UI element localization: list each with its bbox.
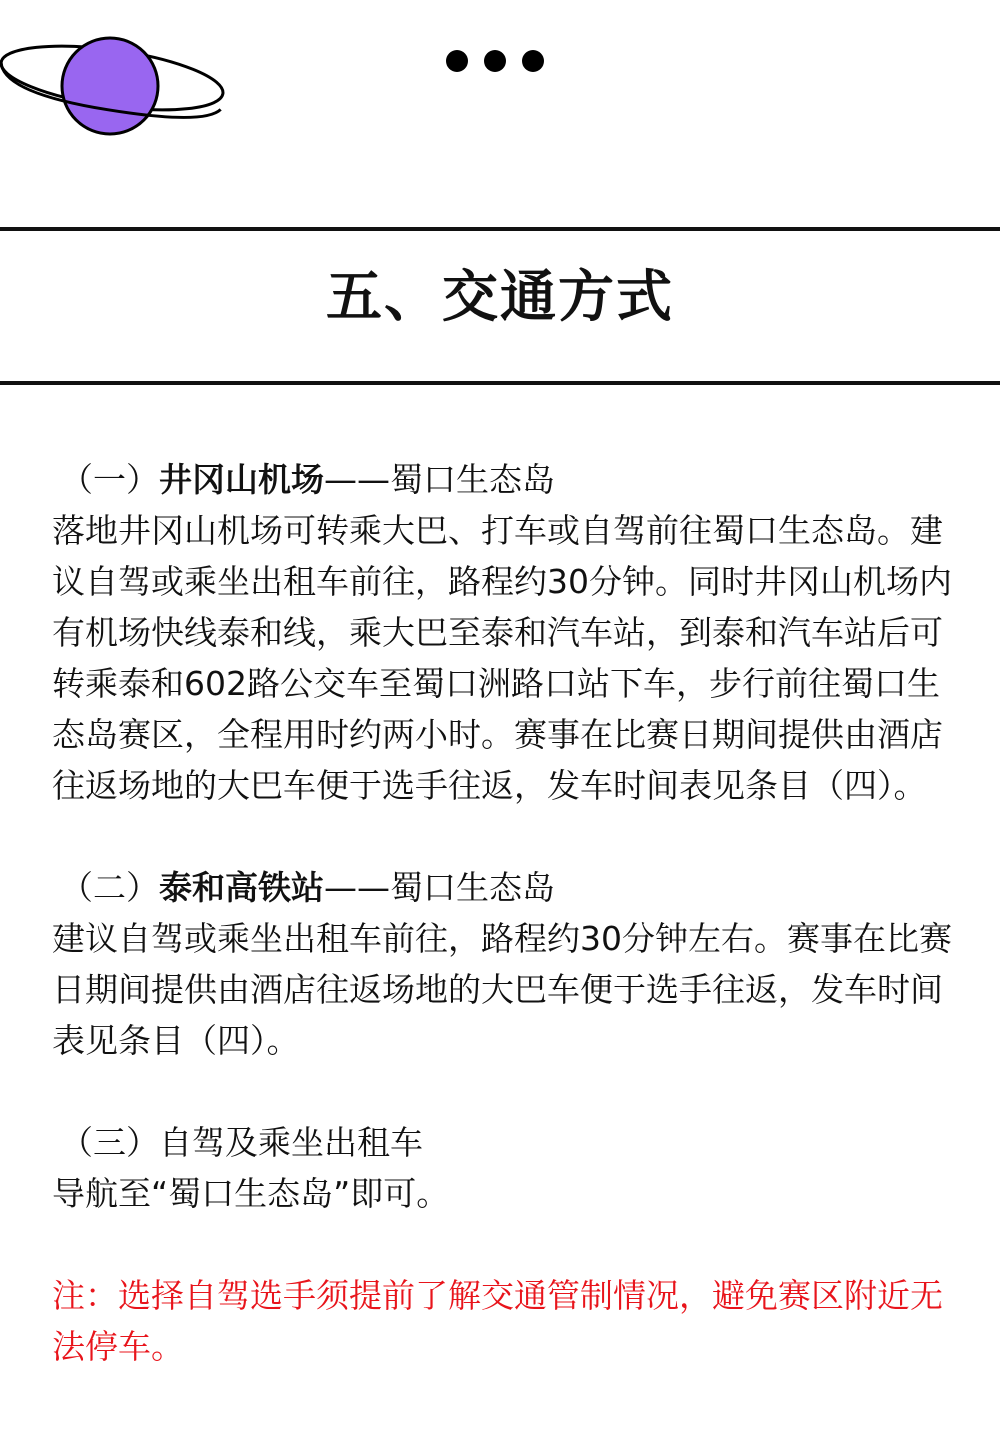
section-body: 建议自驾或乘坐出租车前往，路程约30分钟左右。赛事在比赛日期间提供由酒店往返场地的大巴车便于选手往返，发车时间表见条目（四）。 — [52, 919, 952, 1060]
section-body: 导航至“蜀口生态岛”即可。 — [52, 1174, 450, 1213]
planet-body — [62, 38, 158, 134]
section-destination: 蜀口生态岛 — [390, 868, 555, 907]
dot — [446, 50, 468, 72]
section-destination: 蜀口生态岛 — [390, 460, 555, 499]
section-number: （三） — [60, 1123, 159, 1162]
title-top-rule — [0, 227, 1000, 231]
section-number: （一） — [60, 460, 159, 499]
title-bottom-rule — [0, 381, 1000, 385]
section-body: 落地井冈山机场可转乘大巴、打车或自驾前往蜀口生态岛。建议自驾或乘坐出租车前往，路程约30分钟。同时井冈山机场内有机场快线泰和线，乘大巴至泰和汽车站，到泰和汽车站后可转乘泰和602路公交车至蜀口洲路口站下车，步行前往蜀口生态岛赛区，全程用时约两小时。赛事在比赛日期间提供由酒店往返场地的大巴车便于选手往返，发车时间表见条目（四）。 — [52, 511, 952, 805]
planet-decoration — [0, 20, 240, 150]
section-rail-station — [52, 862, 962, 1066]
section-heading — [52, 454, 962, 505]
section-airport — [52, 454, 962, 811]
section-heading — [52, 862, 962, 913]
dot — [484, 50, 506, 72]
section-origin: 泰和高铁站 — [159, 868, 324, 907]
more-dots-icon — [446, 50, 544, 72]
section-self-drive — [52, 1117, 962, 1219]
content — [52, 454, 962, 1372]
section-dash: —— — [324, 460, 390, 499]
section-heading — [52, 1117, 962, 1168]
note-warning: 注：选择自驾选手须提前了解交通管制情况，避免赛区附近无法停车。 — [52, 1276, 943, 1366]
section-label: 自驾及乘坐出租车 — [159, 1123, 423, 1162]
dot — [522, 50, 544, 72]
page-title: 五、交通方式 — [326, 265, 674, 330]
section-dash: —— — [324, 868, 390, 907]
section-number: （二） — [60, 868, 159, 907]
section-origin: 井冈山机场 — [159, 460, 324, 499]
